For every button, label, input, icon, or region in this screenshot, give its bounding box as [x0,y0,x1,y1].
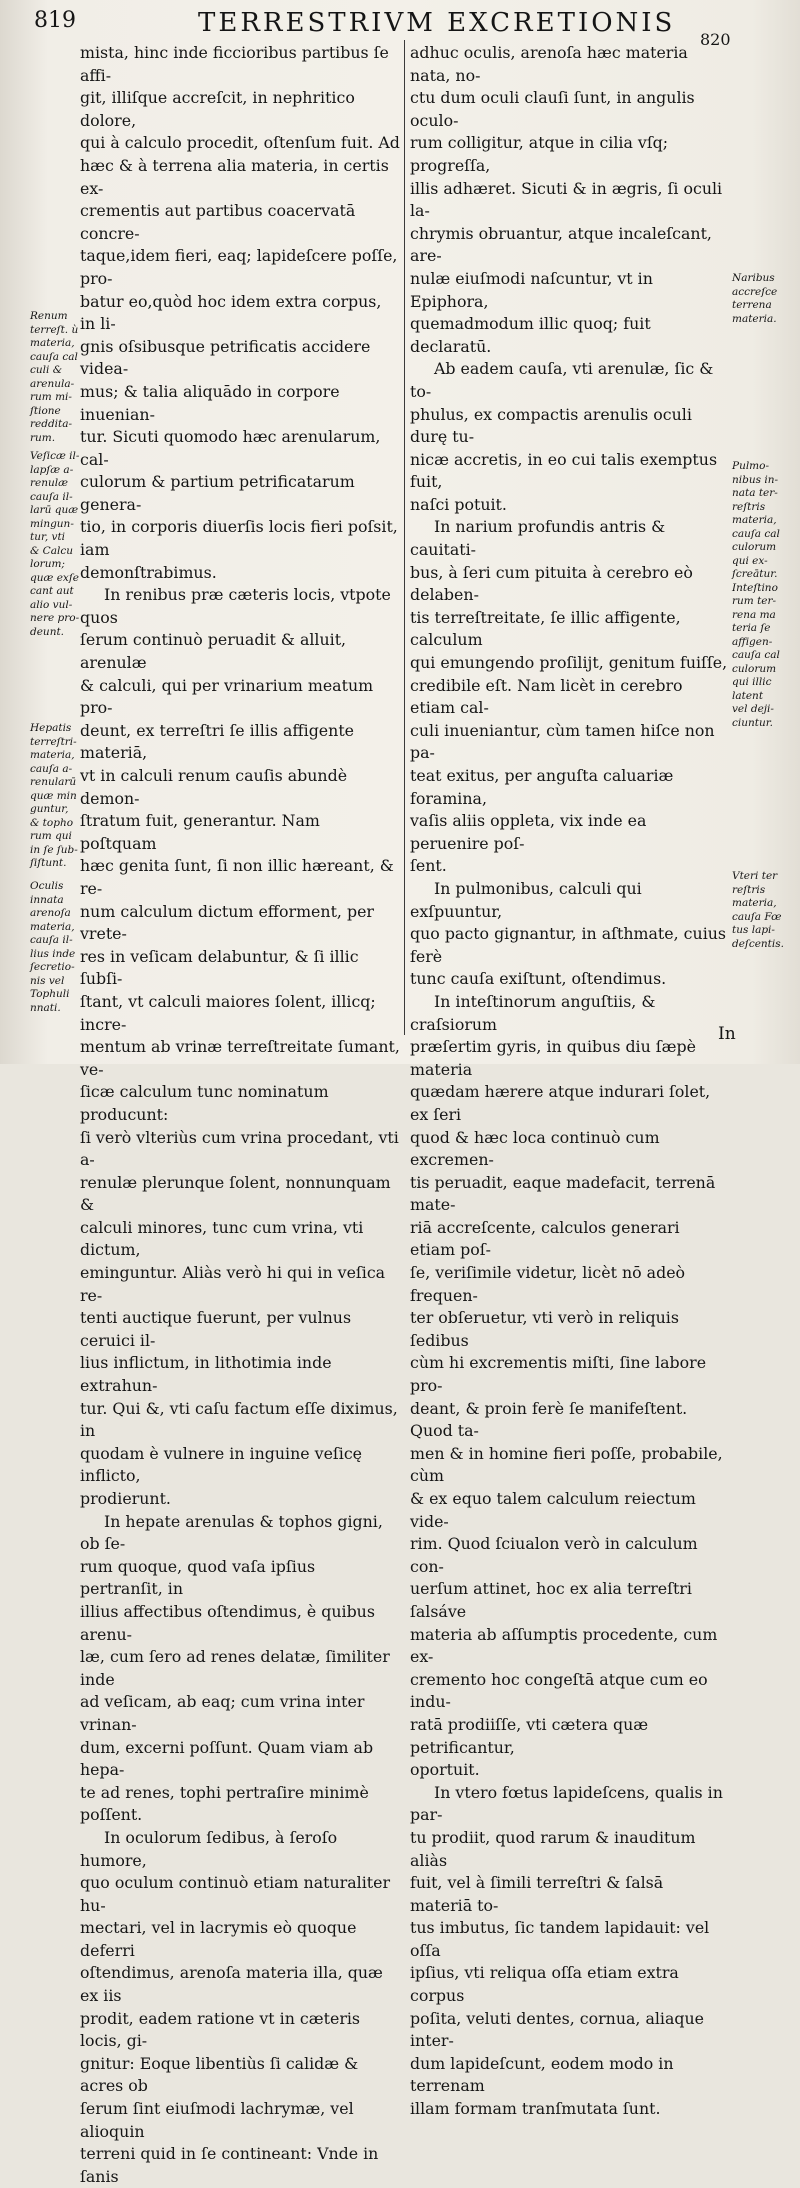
text-line: vaſis aliis oppleta, vix inde ea peruenire poſ- [410,811,647,853]
text-line: ſerum continuò peruadit & alluit, arenulæ [80,630,347,673]
text-line: tunc cauſa exiſtunt, oſtendimus. [410,969,667,989]
text-line: crementis aut partibus coacervatā concre- [80,201,356,243]
text-line: prodierunt. [80,1489,171,1508]
text-line: quodam è vulnere in inguine veſicę inflicto, [80,1443,363,1486]
text-line: præſertim gyris, in quibus diu ſæpè materia [410,1037,696,1079]
text-line: ſerum ſint eiuſmodi lachrymæ, vel alioquin [80,2099,354,2141]
text-line: taque,idem fieri, eaq; lapideſcere poſſe, pro- [80,246,398,288]
text-line: deunt, ex terreſtri ſe illis affigente materiā, [80,720,355,763]
text-line: nulæ eiuſmodi naſcuntur, vt in Epiphora, [410,268,653,311]
text-line: & ex equo talem calculum reiectum vide- [410,1489,696,1531]
text-line: illam formam tranſmutata ſunt. [410,2099,661,2119]
text-line: mentum ab vrinæ terreſtreitate ſumant, ve- [80,1037,400,1079]
text-line: gnitur: Eoque libentiùs ſi calidæ & acres ob [80,2053,359,2096]
text-line: men & in homine fieri poſſe, probabile, cùm [410,1443,723,1486]
text-line: naſci potuit. [410,494,507,514]
margin-note-hepatis: Hepatis terreſtri- materia, cauſa a- renularū quæ min guntur, & topho rum qui in ſe ſub- ſiſtunt. [30,722,78,869]
text-line: illius affectibus oſtendimus, è quibus arenu- [80,1601,375,1644]
text-line: culorum & partium petrificatarum genera- [80,472,355,514]
text-line: cremento hoc congeſtā atque cum eo indu- [410,1669,708,1712]
text-line: tis terreſtreitate, ſe illic affigente, calculum [410,607,681,650]
text-line: In pulmonibus, calculi qui exſpuuntur, [410,878,642,921]
text-line: læ, cum ſero ad renes delatæ, ſimiliter inde [80,1647,390,1689]
text-line: phulus, ex compactis arenulis oculi durę tu- [410,404,692,447]
text-line: ſicæ calculum tunc nominatum producunt: [80,1082,329,1124]
text-line: chrymis obruantur, atque incaleſcant, are- [410,223,712,266]
text-line: gnis oſsibusque petrificatis accidere videa- [80,336,371,379]
text-line: ratā prodiiſſe, vti cætera quæ petrificantur, [410,1714,649,1757]
text-line: tur. Qui &, vti caſu factum eſſe diximus, in [80,1398,398,1441]
text-line: credibile eſt. Nam licèt in cerebro etiam cal- [410,675,683,718]
text-line: ſent. [410,856,447,876]
text-line: riā accreſcente, calculos generari etiam poſ- [410,1217,680,1260]
margin-note-oculis: Oculis innata arenoſa materia, cauſa il- lius inde ſecretio- nis vel Tophuli nnati. [30,880,76,1014]
column-divider [404,40,405,1035]
text-line: In oculorum ſedibus, à ſeroſo humore, [80,1827,338,1870]
text-line: fuit, vel à ſimili terreſtri & ſalsā materiā to- [410,1873,664,1915]
text-line: tu prodiit, quod rarum & inauditum aliàs [410,1827,696,1870]
text-line: culi inueniantur, cùm tamen hiſce non pa- [410,720,715,763]
text-line: & calculi, qui per vrinarium meatum pro- [80,675,374,718]
text-line: qui emungendo proſilijt, genitum fuiſſe, [410,653,728,673]
text-line: prodit, eadem ratione vt in cæteris locis, gi- [80,2008,361,2051]
text-line: quod & hæc loca continuò cum excremen- [410,1127,660,1170]
right-text-column [410,42,728,2121]
text-line: ter obſeruetur, vti verò in reliquis ſedibus [410,1308,679,1350]
left-text-column [80,42,400,2188]
text-line: git, illiſque accreſcit, in nephritico dolore, [80,88,355,130]
text-line: eminguntur. Aliàs verò hi qui in veſica re- [80,1263,386,1305]
text-line: poſita, veluti dentes, cornua, aliaque inter- [410,2008,705,2051]
margin-note-naribus: Naribus accreſce terrena materia. [732,272,778,325]
text-line: calculi minores, tunc cum vrina, vti dictum, [80,1217,364,1260]
text-line: ipſius, vti reliqua oſſa etiam extra corpus [410,1963,679,2006]
text-line: vt in calculi renum cauſis abundè demon- [80,766,348,808]
text-line: deant, & proin ferè ſe manifeſtent. Quod ta- [410,1398,688,1441]
text-line: In renibus præ cæteris locis, vtpote quos [80,585,391,627]
text-line: ctu dum oculi clauſi ſunt, in angulis oculo- [410,88,695,130]
text-line: quemadmodum illic quoq; fuit declaratū. [410,314,651,356]
text-line: tenti auctique fuerunt, per vulnus ceruici il- [80,1308,352,1350]
text-line: tis peruadit, eaque madefacit, terrenā mate- [410,1172,716,1215]
text-line: Ab eadem cauſa, vti arenulæ, ſic & to- [410,359,714,401]
text-line: In hepate arenulas & tophos gigni, ob ſe- [80,1511,383,1554]
text-line: terreni quid in ſe contineant: Vnde in ſanis [80,2144,379,2186]
text-line: rum colligitur, atque in cilia vſq; progreſſa, [410,133,669,175]
catchword: In [718,1024,736,1044]
folio-right: 820 [700,30,731,49]
text-line: ſe, veriſimile videtur, licèt nō adeò frequen- [410,1263,686,1305]
text-line: In inteſtinorum anguſtiis, & craſsiorum [410,991,656,1034]
text-line: oportuit. [410,1760,480,1780]
text-line: bus, à ſeri cum pituita à cerebro eò delaben- [410,562,693,605]
text-line: res in veſicam delabuntur, & ſi illic ſubſi- [80,946,359,989]
text-line: adhuc oculis, arenoſa hæc materia nata, no- [410,43,688,85]
text-line: In narium profundis antris & cauitati- [410,517,666,560]
text-line: dum, excerni poſſunt. Quam viam ab hepa- [80,1737,374,1780]
margin-note-vesicae: Veſicæ il- lapſæ a- renulæ cauſa il- larū quæ mingun- tur, vti & Calcu lorum; quæ exſe cant aut alio vul- nere pro- deunt. [30,450,80,638]
margin-note-uteri: Vteri ter reſtris materia, cauſa Fœ tus lapi- deſcentis. [732,870,784,950]
folio-left: 819 [34,8,76,33]
text-line: dum lapideſcunt, eodem modo in terrenam [410,2053,674,2096]
text-line: quædam hærere atque indurari ſolet, ex ſeri [410,1082,711,1124]
text-line: nicæ accretis, in eo cui talis exemptus fuit, [410,449,718,492]
text-line: demonſtrabimus. [80,562,217,582]
text-line: mista, hinc inde ficcioribus partibus ſe affi- [80,43,389,85]
text-line: mectari, vel in lacrymis eò quoque deferri [80,1918,357,1960]
text-line: ſi verò vlteriùs cum vrina procedant, vti a- [80,1127,399,1170]
text-line: qui à calculo procedit, oſtenſum fuit. Ad [80,133,400,153]
text-line: tus imbutus, ſic tandem lapidauit: vel oſſa [410,1918,710,1960]
text-line: materia ab aſſumptis procedente, cum ex- [410,1624,718,1667]
text-line: num calculum dictum efforment, per vrete- [80,901,374,944]
running-title: TERRESTRIVM EXCRETIONIS [198,8,676,38]
text-line: ſtratum fuit, generantur. Nam poſtquam [80,811,320,853]
text-line: oſtendimus, arenoſa materia illa, quæ ex iis [80,1963,383,2006]
text-line: ſtant, vt calculi maiores ſolent, illicq; incre- [80,991,376,1034]
text-line: uerſum attinet, hoc ex alia terreſtri ſalsáve [410,1579,692,1621]
text-line: lius inflictum, in lithotimia inde extrahun- [80,1353,332,1396]
text-line: tio, in corporis diuerſis locis fieri poſsit, iam [80,517,398,560]
text-line: quo oculum continuò etiam naturaliter hu- [80,1873,390,1915]
text-line: mus; & talia aliquādo in corpore inuenian- [80,381,340,424]
text-line: ad veſicam, ab eaq; cum vrina inter vrinan- [80,1692,365,1734]
text-line: rim. Quod ſciualon verò in calculum con- [410,1534,698,1576]
text-line: hæc genita ſunt, ſi non illic hæreant, & re- [80,856,394,898]
text-line: hæc & à terrena alia materia, in certis ex- [80,155,389,198]
text-line: quo pacto gignantur, in aſthmate, cuius ferè [410,924,727,966]
text-line: batur eo,quòd hoc idem extra corpus, in li- [80,291,382,334]
text-line: cùm hi excrementis miſti, ſine labore pro- [410,1353,707,1396]
text-line: renulæ plerunque ſolent, nonnunquam & [80,1172,391,1215]
text-line: tur. Sicuti quomodo hæc arenularum, cal- [80,427,381,469]
text-line: te ad renes, tophi pertraſire minimè poſſent. [80,1782,369,1825]
text-line: rum quoque, quod vaſa ipſius pertranſit, in [80,1556,316,1599]
text-line: illis adhæret. Sicuti & in ægris, ſi oculi la- [410,178,723,221]
margin-note-renum: Renum terreſt. ù materia, cauſa cal culi & arenula- rum mi- ſtione reddita- rum. [30,310,79,444]
text-line: In vtero fœtus lapideſcens, qualis in par- [410,1782,723,1825]
text-line: teat exitus, per anguſta caluariæ foramina, [410,766,674,808]
margin-note-pulmonibus: Pulmo- nibus in- nata ter- reſtris materia, cauſa cal culorum qui ex- ſcreātur. Inteſtino rum ter- rena ma teria ſe affigen- cauſa cal culorum qui illic latent vel deji- ciuntur. [732,460,780,729]
